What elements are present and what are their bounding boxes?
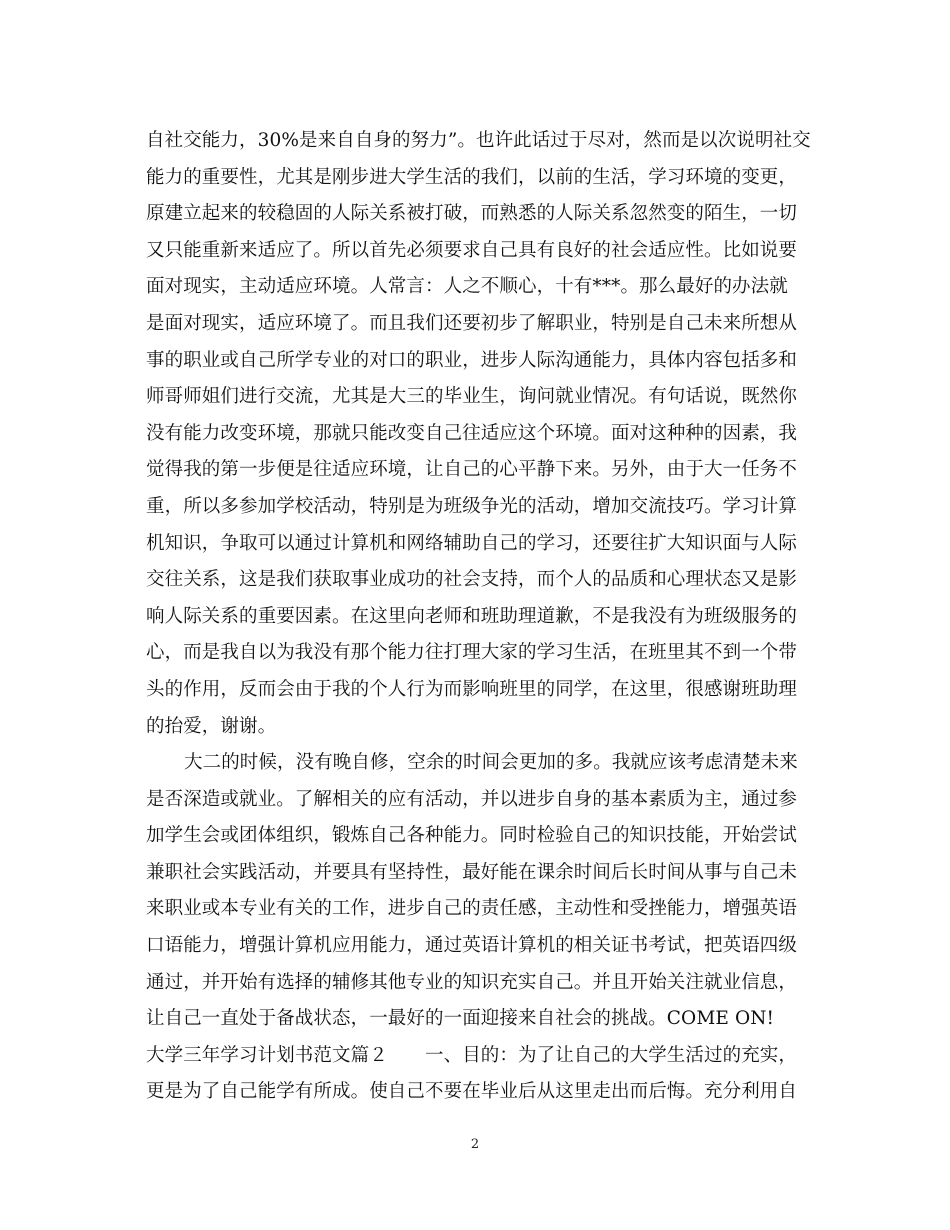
text-line: 师哥师姐们进行交流，尤其是大三的毕业生，询问就业情况。有句话说，既然你	[146, 386, 798, 408]
text-line: 没有能力改变环境，那就只能改变自己往适应这个环境。面对这种种的因素，我	[146, 422, 798, 444]
text-line: 来职业或本专业有关的工作，进步自己的责任感，主动性和受挫能力，增强英语	[146, 898, 798, 920]
text-line: 的抬爱，谢谢。	[146, 715, 277, 737]
section-heading-line: 大学三年学习计划书范文篇２ 一、目的：为了让自己的大学生活过的充实，	[146, 1044, 798, 1066]
text-line: 通过，并开始有选择的辅修其他专业的知识充实自己。并且开始关注就业信息，	[146, 971, 798, 993]
text-line: 又只能重新来适应了。所以首先必须要求自己具有良好的社会适应性。比如说要	[146, 239, 798, 261]
text-line: 是否深造或就业。了解相关的应有活动，并以进步自身的基本素质为主，通过参	[146, 788, 798, 810]
text-line: 自社交能力，30%是来自自身的努力”。也许此话过于尽对，然而是以次说明社交	[146, 130, 811, 151]
text-line: 响人际关系的重要因素。在这里向老师和班助理道歉，不是我没有为班级服务的	[146, 605, 798, 627]
text-line: 让自己一直处于备战状态，一最好的一面迎接来自社会的挑战。COME ON!	[146, 1008, 775, 1030]
text-line: 加学生会或团体组织，锻炼自己各种能力。同时检验自己的知识技能，开始尝试	[146, 825, 798, 847]
document-body	[146, 123, 811, 1111]
page-number: 2	[470, 1137, 480, 1152]
text-line: 重，所以多参加学校活动，特别是为班级争光的活动，增加交流技巧。学习计算	[146, 495, 798, 517]
text-line: 觉得我的第一步便是往适应环境，让自己的心平静下来。另外，由于大一任务不	[146, 459, 798, 481]
text-line: 原建立起来的较稳固的人际关系被打破，而熟悉的人际关系忽然变的陌生，一切	[146, 203, 798, 225]
text-line: 能力的重要性，尤其是刚步进大学生活的我们，以前的生活，学习环境的变更，	[146, 166, 798, 188]
paragraph-first-line: 大二的时候，没有晚自修，空余的时间会更加的多。我就应该考虑清楚未来	[184, 752, 798, 774]
text-line: 面对现实，主动适应环境。人常言：人之不顺心，十有***。那么最好的办法就	[146, 276, 788, 298]
text-line: 兼职社会实践活动，并要具有坚持性，最好能在课余时间后长时间从事与自己未	[146, 861, 798, 883]
text-line: 头的作用，反而会由于我的个人行为而影响班里的同学，在这里，很感谢班助理	[146, 678, 798, 700]
text-line: 更是为了自己能学有所成。使自己不要在毕业后从这里走出而后悔。充分利用自	[146, 1081, 798, 1103]
text-line: 事的职业或自己所学专业的对口的职业，进步人际沟通能力，具体内容包括多和	[146, 349, 798, 371]
text-line: 机知识，争取可以通过计算机和网络辅助自己的学习，还要往扩大知识面与人际	[146, 532, 798, 554]
text-line: 心，而是我自以为我没有那个能力往打理大家的学习生活，在班里其不到一个带	[146, 642, 798, 664]
text-line: 口语能力，增强计算机应用能力，通过英语计算机的相关证书考试，把英语四级	[146, 935, 798, 957]
text-line: 交往关系，这是我们获取事业成功的社会支持，而个人的品质和心理状态又是影	[146, 569, 798, 591]
text-line: 是面对现实，适应环境了。而且我们还要初步了解职业，特别是自己未来所想从	[146, 312, 798, 334]
